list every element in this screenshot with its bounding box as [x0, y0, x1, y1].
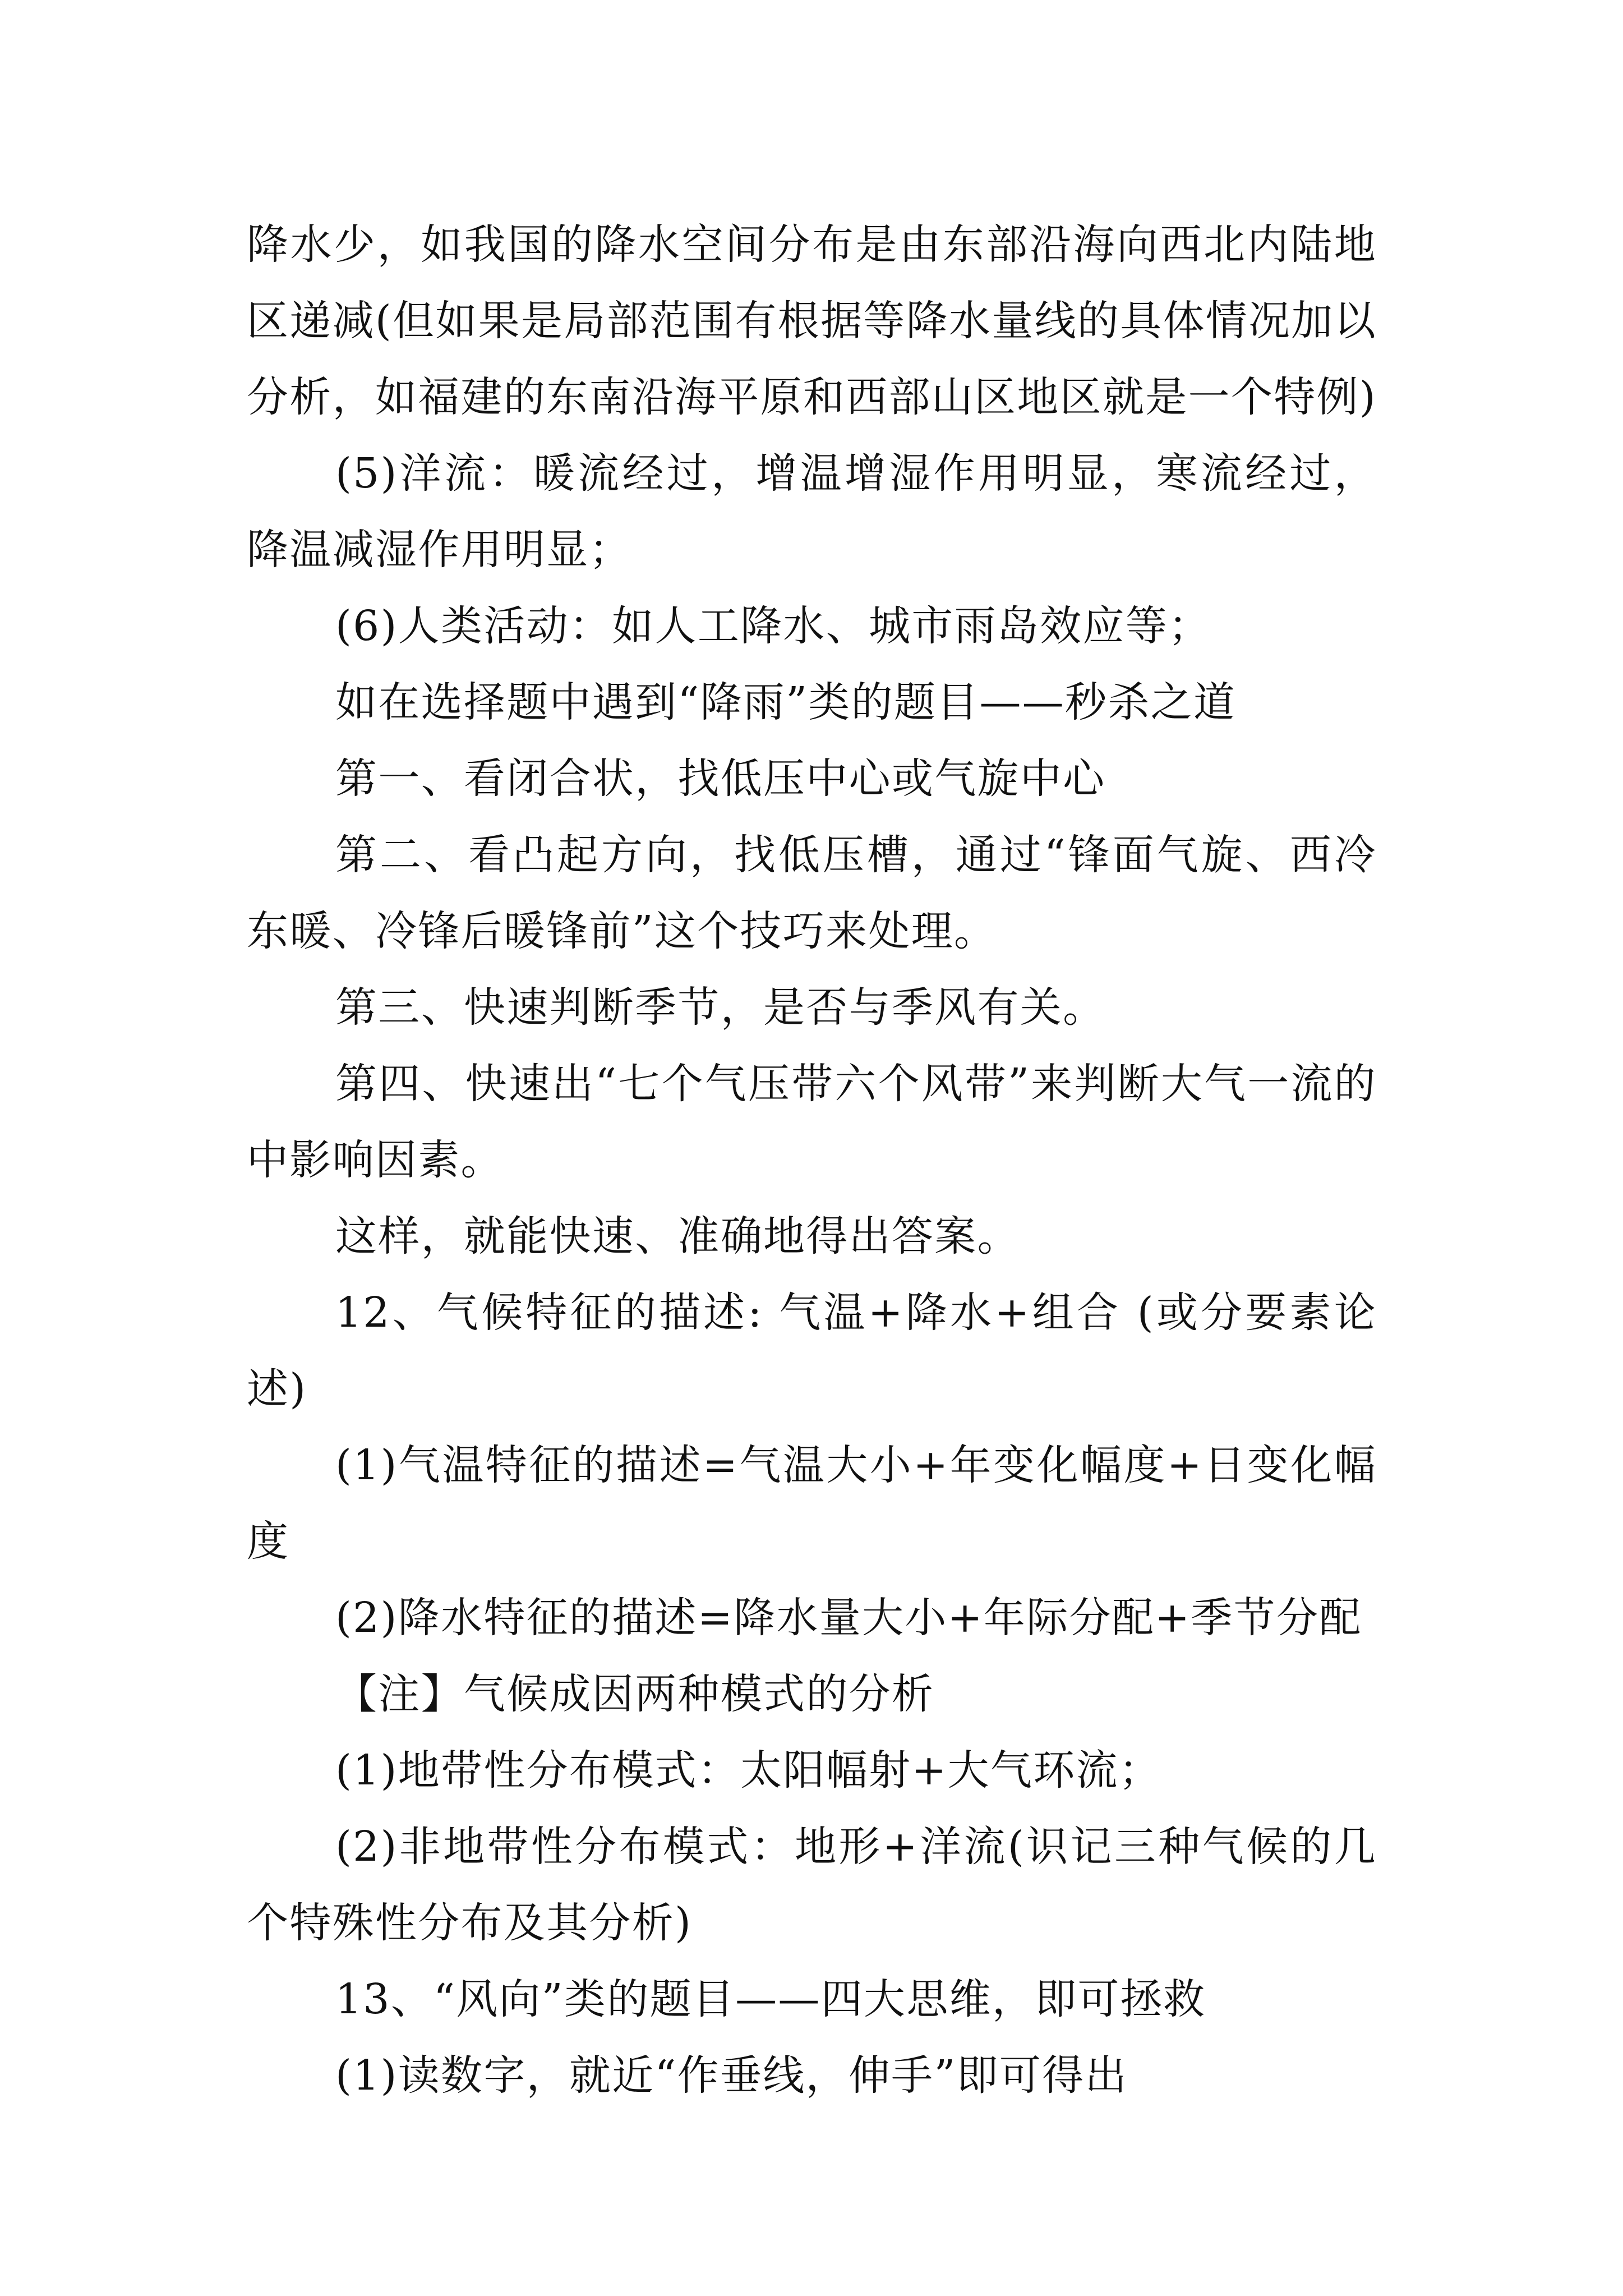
paragraph-conclusion: 这样，就能快速、准确地得出答案。 [335, 1212, 1020, 1260]
paragraph-step-one: 第一、看闭合状，找低压中心或气旋中心 [335, 754, 1106, 803]
paragraph-precipitation-description: (2)降水特征的描述=降水量大小+年际分配+季节分配 [335, 1594, 1362, 1642]
paragraph-azonal-pattern: (2)非地带性分布模式：地形+洋流(识记三种气候的几个特殊性分布及其分析) [247, 1823, 1377, 1947]
paragraph-step-two: 第二、看凸起方向，找低压槽，通过“锋面气旋、西冷东暖、冷锋后暖锋前”这个技巧来处理。 [247, 831, 1377, 955]
paragraph-precipitation-continued: 降水少，如我国的降水空间分布是由东部沿海向西北内陆地区递减(但如果是局部范围有根据等降水量线的具体情况加以分析，如福建的东南沿海平原和西部山区地区就是一个特例) [247, 220, 1377, 421]
paragraph-ocean-currents: (5)洋流：暖流经过，增温增湿作用明显，寒流经过，降温减湿作用明显； [247, 449, 1377, 574]
paragraph-step-three: 第三、快速判断季节，是否与季风有关。 [335, 983, 1106, 1032]
paragraph-read-numbers: (1)读数字，就近“作垂线，伸手”即可得出 [335, 2051, 1128, 2100]
paragraph-section-12-heading: 12、气候特征的描述: 气温+降水+组合 (或分要素论述) [247, 1289, 1377, 1413]
paragraph-section-13-heading: 13、“风向”类的题目——四大思维，即可拯救 [335, 1975, 1206, 2023]
paragraph-temperature-description: (1)气温特征的描述=气温大小+年变化幅度+日变化幅度 [247, 1441, 1377, 1566]
paragraph-zonal-pattern: (1)地带性分布模式：太阳幅射+大气环流； [335, 1746, 1162, 1795]
paragraph-human-activity: (6)人类活动：如人工降水、城市雨岛效应等； [335, 602, 1211, 650]
document-body [247, 206, 1377, 2114]
paragraph-note-climate-causes: 【注】气候成因两种模式的分析 [335, 1670, 935, 1718]
paragraph-step-four: 第四、快速出“七个气压带六个风带”来判断大气一流的中影响因素。 [247, 1060, 1377, 1184]
paragraph-rain-question-tips: 如在选择题中遇到“降雨”类的题目——秒杀之道 [335, 678, 1237, 726]
